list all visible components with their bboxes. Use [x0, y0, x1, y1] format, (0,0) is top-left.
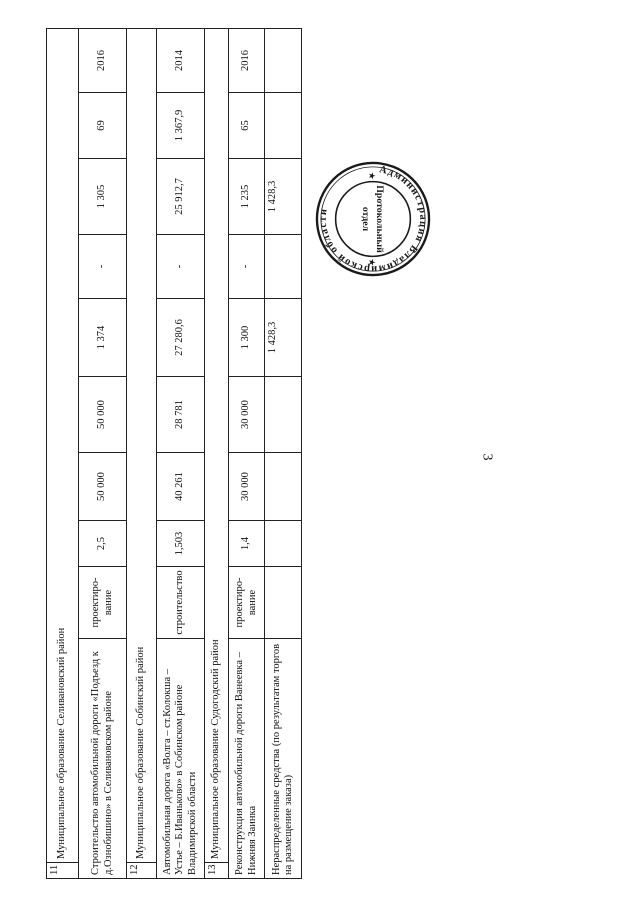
value-cell: 27 280,6 [157, 299, 205, 377]
page-number: 3 [479, 453, 495, 461]
value-cell: 1 374 [79, 299, 127, 377]
work-type-cell: проектиро-вание [79, 567, 127, 639]
municipality-cell: Муниципальное образование Селивановский район [47, 28, 79, 862]
year-cell: 2016 [79, 28, 127, 92]
table-row [127, 28, 157, 878]
value-cell: 30 000 [229, 377, 265, 453]
row-number: 13 [205, 863, 229, 879]
object-cell: Реконструкция автомобильной дороги Ванеевка – Нижняя Заинка [229, 639, 265, 879]
table-row [265, 28, 302, 878]
municipality-cell: Муниципальное образование Собинский район [127, 28, 157, 862]
svg-text:отдел: отдел [360, 206, 372, 232]
object-cell: Строительство автомобильной дороги «Подъезд к д.Ознобишино» в Селивановском районе [79, 639, 127, 879]
official-stamp [314, 160, 432, 278]
value-cell: 1 235 [229, 159, 265, 235]
value-cell: - [157, 235, 205, 299]
table-row [229, 28, 265, 878]
value-cell: 1 305 [79, 159, 127, 235]
value-cell: - [229, 235, 265, 299]
table-row [157, 28, 205, 878]
value-cell: 1 428,3 [265, 299, 302, 377]
work-type-cell: строительство [157, 567, 205, 639]
table-row [79, 28, 127, 878]
length-cell: 2,5 [79, 521, 127, 567]
value-cell: 25 912,7 [157, 159, 205, 235]
object-cell: Автомобильная дорога «Волга – ст.Колокша – Устье – Б.Иваньково» в Собинском районе Владимирской области [157, 639, 205, 879]
value-cell: 30 000 [229, 453, 265, 521]
length-cell: 1,503 [157, 521, 205, 567]
unallocated-label: Нераспределенные средства (по результатам торгов на размещение заказа) [265, 639, 302, 879]
value-cell: 1 428,3 [265, 159, 302, 235]
row-number: 11 [47, 863, 79, 879]
work-type-cell: проектиро-вание [229, 567, 265, 639]
year-cell: 2016 [229, 28, 265, 92]
table-row [205, 28, 229, 878]
value-cell: 50 000 [79, 453, 127, 521]
value-cell: - [79, 235, 127, 299]
value-cell: 1 300 [229, 299, 265, 377]
value-cell: 1 367,9 [157, 93, 205, 159]
funding-table [46, 28, 302, 879]
svg-text:Протокольный: Протокольный [373, 185, 385, 253]
rotated-table-container [46, 29, 301, 879]
value-cell: 65 [229, 93, 265, 159]
svg-text:★: ★ [367, 171, 378, 180]
stamp-ring-text: Администрация Владимирской области [317, 164, 429, 275]
table-row [47, 28, 79, 878]
municipality-cell: Муниципальное образование Судогодский район [205, 28, 229, 862]
value-cell: 50 000 [79, 377, 127, 453]
stamp-seal [314, 160, 432, 278]
row-number: 12 [127, 863, 157, 879]
year-cell: 2014 [157, 28, 205, 92]
value-cell: 69 [79, 93, 127, 159]
value-cell: 40 261 [157, 453, 205, 521]
svg-text:★: ★ [367, 258, 378, 267]
value-cell: 28 781 [157, 377, 205, 453]
length-cell: 1,4 [229, 521, 265, 567]
